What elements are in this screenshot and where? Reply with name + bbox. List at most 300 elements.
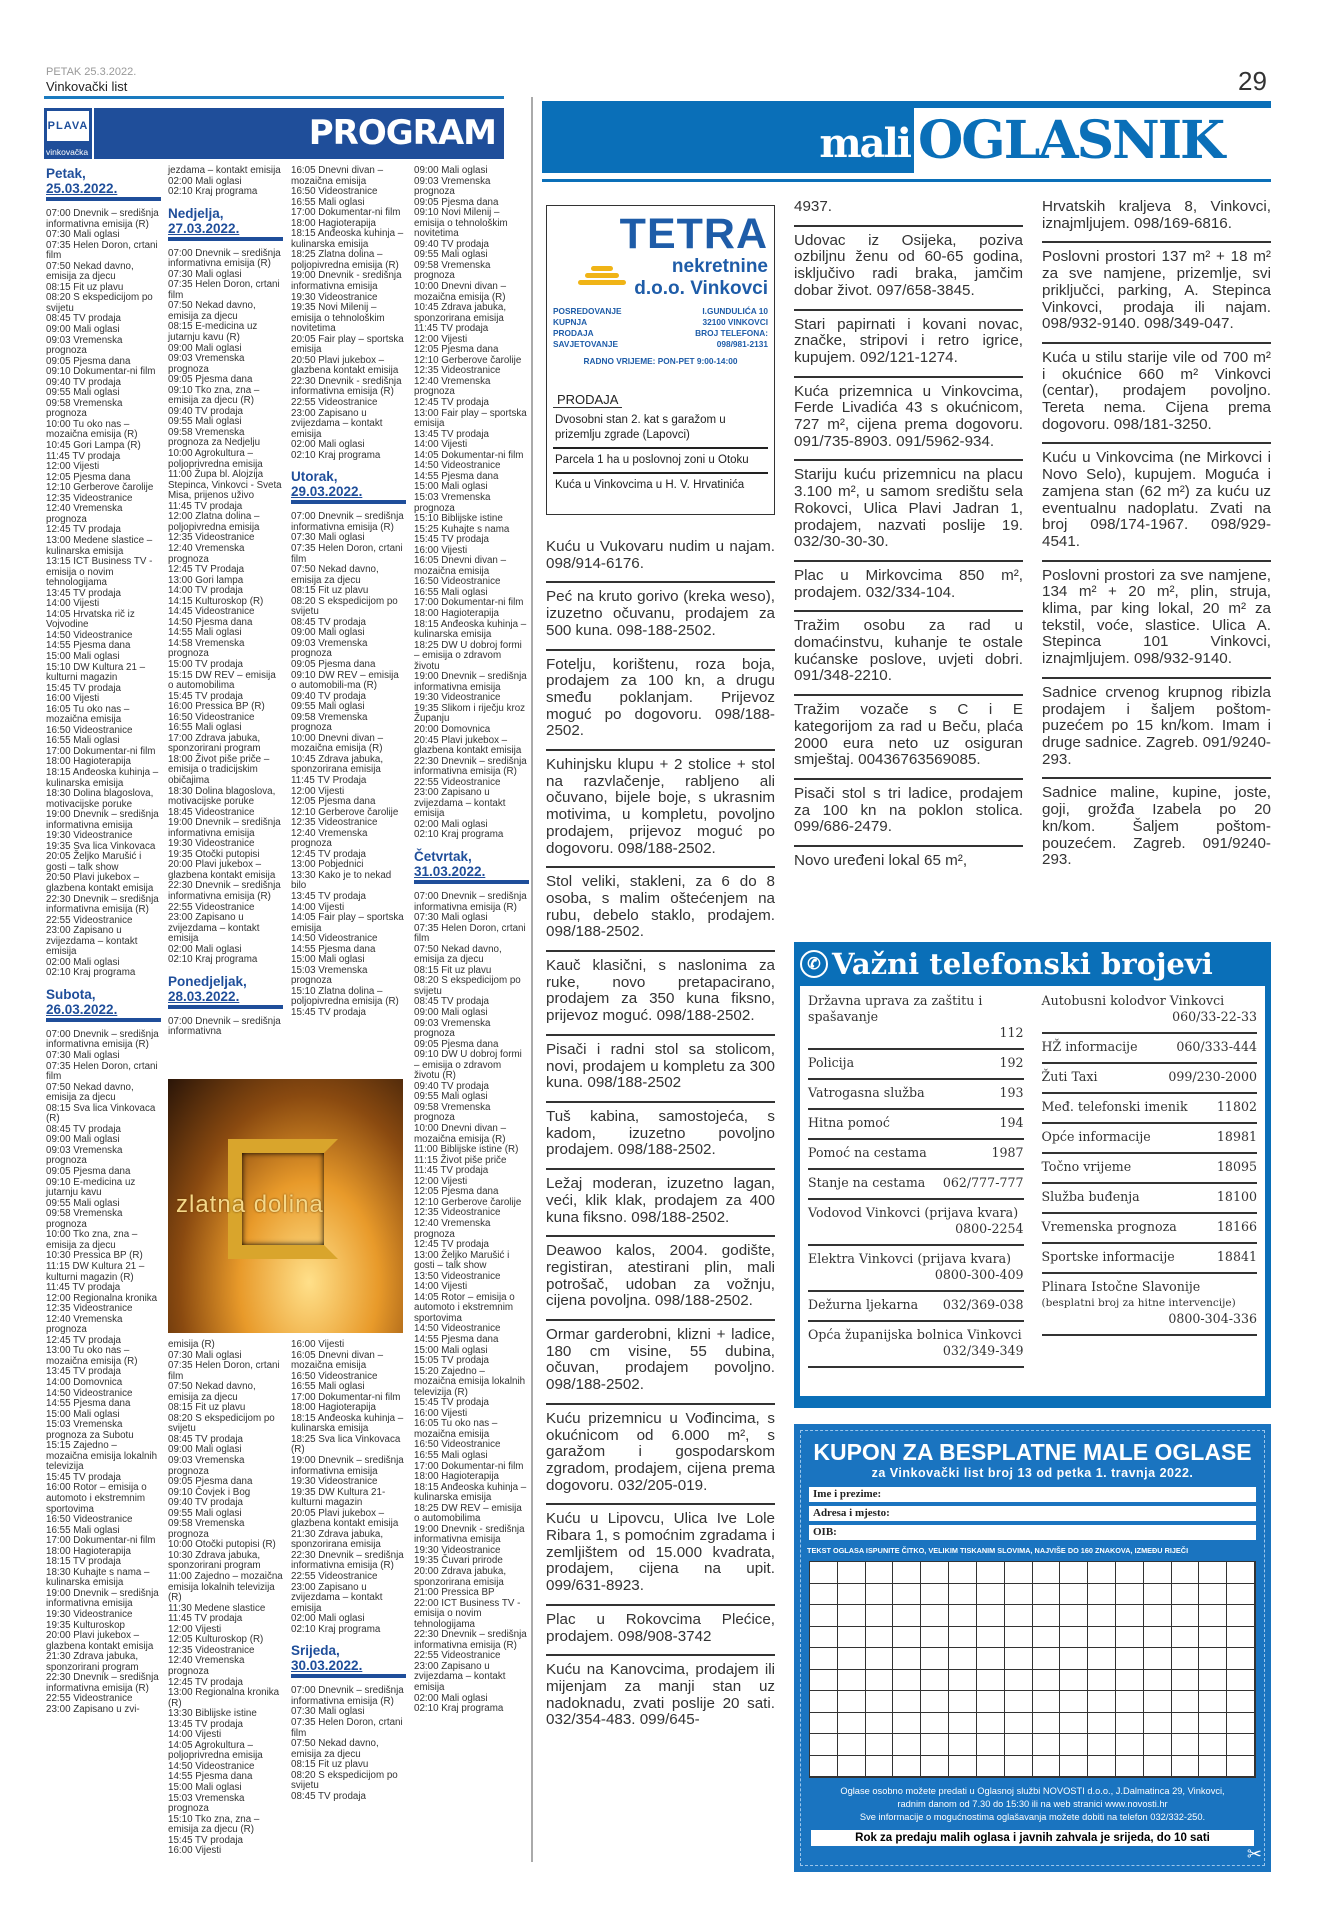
program-entry: 09:40 TV prodaja: [168, 405, 243, 417]
program-entry: 12:10 Gerberove čarolije: [414, 1196, 522, 1208]
character-cell[interactable]: [1144, 1691, 1172, 1713]
program-entry: 12:45 TV prodaja: [414, 397, 489, 409]
character-cell[interactable]: [977, 1584, 1005, 1606]
program-entry: 12:00 Vijesti: [46, 461, 100, 473]
program-entry: 09:10 E-medicina uz jutarnju kavu: [46, 1176, 136, 1199]
character-cell[interactable]: [1088, 1691, 1116, 1713]
character-cell[interactable]: [921, 1713, 949, 1735]
program-entry: 09:00 Mali oglasi: [168, 1444, 242, 1456]
program-entry: 16:50 Videostranice: [291, 186, 378, 198]
character-cell[interactable]: [866, 1648, 894, 1670]
character-cell[interactable]: [893, 1756, 921, 1778]
program-entry: 09:55 Mali oglasi: [291, 701, 365, 713]
character-cell[interactable]: [1116, 1562, 1144, 1584]
character-cell[interactable]: [1060, 1756, 1088, 1778]
character-cell[interactable]: [1088, 1734, 1116, 1756]
program-entry: 16:00 Vijesti: [414, 1407, 468, 1419]
character-cell[interactable]: [949, 1713, 977, 1735]
character-cell[interactable]: [866, 1713, 894, 1735]
program-entry: 10:00 Dnevni divan – mozaična emisija (R): [414, 1123, 507, 1145]
program-entry: 15:45 TV prodaja: [46, 682, 121, 694]
character-cell[interactable]: [838, 1562, 866, 1584]
classified-ad: Stari papirnati i kovani novac, značke, stripovi i retro igrice, kupujem. 092/121-1274.: [794, 311, 1023, 378]
phone-label: Vremenska prognoza: [1041, 1219, 1177, 1234]
character-cell[interactable]: [1172, 1562, 1200, 1584]
character-cell[interactable]: [949, 1734, 977, 1756]
character-cell[interactable]: [949, 1670, 977, 1692]
program-entry: 14:00 Vijesti: [46, 598, 100, 610]
program-entry: 15:25 Kuhajte s nama: [414, 523, 510, 535]
character-cell[interactable]: [1172, 1605, 1200, 1627]
character-cell[interactable]: [921, 1691, 949, 1713]
character-cell[interactable]: [1033, 1605, 1061, 1627]
character-cell[interactable]: [893, 1670, 921, 1692]
character-cell[interactable]: [1060, 1691, 1088, 1713]
character-cell[interactable]: [1088, 1584, 1116, 1606]
character-cell[interactable]: [949, 1648, 977, 1670]
character-cell[interactable]: [810, 1648, 838, 1670]
program-entry: 10:30 Pressica BP (R): [46, 1250, 143, 1262]
character-cell[interactable]: [1172, 1691, 1200, 1713]
character-cell[interactable]: [1060, 1584, 1088, 1606]
program-entry: 13:00 Željko Marušić i gosti – talk show: [414, 1249, 510, 1272]
program-entry: 16:55 Mali oglasi: [414, 1449, 488, 1461]
character-cell[interactable]: [1033, 1734, 1061, 1756]
character-cell[interactable]: [810, 1670, 838, 1692]
character-cell[interactable]: [838, 1734, 866, 1756]
character-cell[interactable]: [866, 1627, 894, 1649]
program-entry: 20:00 Zdrava jabuka, sponzorirana emisija: [414, 1566, 507, 1588]
phone-row: [1042, 1124, 1258, 1154]
program-entry: 18:25 Zlatna dolina – poljopivredna emisija (R): [291, 249, 399, 271]
program-entry: 09:03 Vremenska prognoza: [46, 1144, 123, 1167]
classified-ad: Pisači i radni stol sa stolicom, novi, prodajem u kompletu za 300 kuna. 098/188-2502: [546, 1036, 775, 1103]
character-cell[interactable]: [1060, 1734, 1088, 1756]
classified-ad: Kuća prizemnica u Vinkovcima, Ferde Livadića 43 s okućnicom, 727 m², cijena prema dogovoru. 091/735-8903. 091/5962-934.: [794, 378, 1023, 462]
character-cell[interactable]: [1227, 1713, 1255, 1735]
service: PRODAJA: [553, 328, 594, 338]
character-cell[interactable]: [810, 1627, 838, 1649]
character-cell[interactable]: [1227, 1627, 1255, 1649]
character-cell[interactable]: [977, 1756, 1005, 1778]
coupon-title: KUPON ZA BESPLATNE MALE OGLASE: [813, 1439, 1252, 1465]
phone-number: 192: [999, 1055, 1024, 1070]
character-cell[interactable]: [893, 1691, 921, 1713]
ad-text-grid[interactable]: [809, 1561, 1256, 1778]
program-entry: 18:15 Anđeoska kuhinja – kulinarska emisija: [291, 1412, 404, 1435]
program-entry: 12:40 Vremenska prognoza: [414, 375, 491, 398]
program-entry: 23:00 Zapisano u zvijezdama – kontakt emisija: [291, 1581, 383, 1614]
classified-ad: Pisači stol s tri ladice, prodajem za 100 kn na poklon stolica. 099/686-2479.: [794, 780, 1023, 847]
program-entry: 14:50 Videostranice: [46, 1387, 133, 1399]
classifieds-column: [794, 193, 1023, 879]
character-cell[interactable]: [1116, 1584, 1144, 1606]
oib-field[interactable]: OIB:: [809, 1525, 1256, 1540]
character-cell[interactable]: [921, 1562, 949, 1584]
character-cell[interactable]: [866, 1670, 894, 1692]
character-cell[interactable]: [838, 1584, 866, 1606]
character-cell[interactable]: [1005, 1756, 1033, 1778]
program-entry: 22:30 Dnevnik – središnja informativna emisija (R): [168, 880, 281, 902]
character-cell[interactable]: [1144, 1756, 1172, 1778]
program-entry: 17:00 Dokumentar-ni film: [291, 1391, 401, 1403]
classified-ad: Plac u Mirkovcima 850 m², prodajem. 032/334-104.: [794, 562, 1023, 612]
phone-row: [808, 1292, 1024, 1322]
character-cell[interactable]: [1172, 1627, 1200, 1649]
program-entry: 09:05 Pjesma dana: [168, 374, 253, 386]
character-cell[interactable]: [921, 1648, 949, 1670]
character-cell[interactable]: [1005, 1691, 1033, 1713]
character-cell[interactable]: [810, 1584, 838, 1606]
program-entry: 12:00 Vijesti: [291, 785, 345, 797]
character-cell[interactable]: [893, 1627, 921, 1649]
character-cell[interactable]: [1005, 1562, 1033, 1584]
program-entry: 09:03 Vremenska prognoza: [414, 175, 491, 198]
phone-number: 18981: [1216, 1129, 1257, 1144]
character-cell[interactable]: [1005, 1734, 1033, 1756]
program-entry: 11:15 Život piše priče: [414, 1154, 507, 1166]
character-cell[interactable]: [1060, 1627, 1088, 1649]
program-entry: 22:00 ICT Business TV - emisija o novim tehnologijama: [414, 1597, 521, 1630]
program-entry: 12:05 Pjesma dana: [46, 471, 131, 483]
character-cell[interactable]: [1088, 1713, 1116, 1735]
character-cell[interactable]: [1116, 1627, 1144, 1649]
character-cell[interactable]: [893, 1562, 921, 1584]
classified-ad: Kuću prizemnicu u Vođincima, s okućnicom od 6.000 m², s garažom i gospodarskom zgradom, prodajem, cijena prema dogovoru. 032/205-019.: [546, 1405, 775, 1506]
character-cell[interactable]: [1144, 1734, 1172, 1756]
program-entry: 09:40 TV prodaja: [168, 1497, 243, 1509]
tetra-hours: RADNO VRIJEME: PON-PET 9:00-14:00: [583, 356, 738, 366]
character-cell[interactable]: [1144, 1627, 1172, 1649]
program-entry: 12:45 TV Prodaja: [168, 564, 245, 576]
character-cell[interactable]: [810, 1562, 838, 1584]
character-cell[interactable]: [977, 1648, 1005, 1670]
character-cell[interactable]: [921, 1670, 949, 1692]
character-cell[interactable]: [949, 1756, 977, 1778]
phone-row: [808, 1140, 1024, 1170]
character-cell[interactable]: [1199, 1756, 1227, 1778]
character-cell[interactable]: [1033, 1627, 1061, 1649]
character-cell[interactable]: [893, 1584, 921, 1606]
phone-icon: ✆: [800, 950, 828, 978]
character-cell[interactable]: [1116, 1648, 1144, 1670]
character-cell[interactable]: [1116, 1713, 1144, 1735]
character-cell[interactable]: [1088, 1756, 1116, 1778]
character-cell[interactable]: [838, 1713, 866, 1735]
character-cell[interactable]: [921, 1734, 949, 1756]
program-entry: 09:05 Pjesma dana: [414, 196, 499, 208]
phone-label: Žuti Taxi: [1041, 1069, 1098, 1084]
program-entry: 09:05 Pjesma dana: [46, 1166, 131, 1178]
program-entry: 23:00 Zapisano u zvijezdama – kontakt emisija: [168, 912, 260, 945]
character-cell[interactable]: [810, 1756, 838, 1778]
character-cell[interactable]: [977, 1691, 1005, 1713]
character-cell[interactable]: [1033, 1756, 1061, 1778]
character-cell[interactable]: [949, 1691, 977, 1713]
program-entry: 20:05 Plavi jukebox – glazbena kontakt emisija: [291, 1507, 399, 1530]
program-entry: 16:00 Vijesti: [414, 544, 468, 556]
character-cell[interactable]: [893, 1648, 921, 1670]
program-entry: 13:45 TV prodaja: [46, 1366, 121, 1378]
character-cell[interactable]: [1227, 1670, 1255, 1692]
character-cell[interactable]: [838, 1691, 866, 1713]
program-entry: 08:45 TV prodaja: [291, 616, 366, 628]
program-entry: 07:35 Helen Doron, crtani film: [168, 279, 280, 301]
character-cell[interactable]: [1144, 1648, 1172, 1670]
program-entry: 12:45 TV prodaja: [291, 848, 366, 860]
character-cell[interactable]: [1199, 1734, 1227, 1756]
contact-line: I.GUNDULIĆA 10: [702, 306, 768, 316]
program-entry: 17:00 Zdrava jabuka, sponzorirani program: [168, 732, 261, 755]
program-entry: 19:30 Videostranice: [46, 830, 133, 842]
phones-column: [1042, 988, 1258, 1394]
character-cell[interactable]: [893, 1734, 921, 1756]
program-column: [414, 166, 529, 1715]
program-entry: 18:00 Hagioterapija: [414, 607, 499, 619]
character-cell[interactable]: [1005, 1670, 1033, 1692]
character-cell[interactable]: [838, 1756, 866, 1778]
program-entry: 12:10 Gerberove čarolije: [46, 482, 154, 494]
character-cell[interactable]: [1033, 1584, 1061, 1606]
character-cell[interactable]: [1227, 1562, 1255, 1584]
program-entry: 09:58 Vremenska prognoza: [46, 397, 123, 420]
free-ad-coupon: [794, 1424, 1271, 1872]
character-cell[interactable]: [949, 1562, 977, 1584]
character-cell[interactable]: [1199, 1627, 1227, 1649]
character-cell[interactable]: [1088, 1605, 1116, 1627]
character-cell[interactable]: [977, 1713, 1005, 1735]
phone-label: Međ. telefonski imenik: [1041, 1099, 1188, 1114]
program-entry: 07:50 Nekad davno, emisija za djecu: [168, 300, 256, 322]
program-entry: 15:10 Tko zna, zna – emisija za djecu (R): [168, 1813, 260, 1836]
character-cell[interactable]: [1199, 1584, 1227, 1606]
character-cell[interactable]: [949, 1584, 977, 1606]
character-cell[interactable]: [1088, 1670, 1116, 1692]
program-entry: 09:55 Mali oglasi: [46, 1197, 120, 1209]
program-entry: 07:35 Helen Doron, crtani film: [168, 1360, 280, 1382]
program-entry: 15:03 Vremenska prognoza za Subotu: [46, 1419, 134, 1441]
program-entry: 08:15 Fit uz plavu: [168, 1402, 246, 1414]
character-cell[interactable]: [866, 1691, 894, 1713]
character-cell[interactable]: [1172, 1713, 1200, 1735]
program-entry: 15:00 Mali oglasi: [414, 481, 488, 493]
phones-title: Važni telefonski brojevi: [832, 947, 1213, 981]
character-cell[interactable]: [1227, 1734, 1255, 1756]
phone-number: 18100: [1216, 1189, 1257, 1204]
character-cell[interactable]: [1033, 1562, 1061, 1584]
character-cell[interactable]: [1199, 1713, 1227, 1735]
character-cell[interactable]: [1199, 1562, 1227, 1584]
character-cell[interactable]: [1088, 1562, 1116, 1584]
character-cell[interactable]: [1033, 1713, 1061, 1735]
program-entry: 13:00 Regionalna kronika (R): [168, 1687, 280, 1709]
character-cell[interactable]: [866, 1756, 894, 1778]
program-entry: 18:30 Dolina blagoslova, motivacijske poruke: [46, 788, 154, 810]
program-entry: 18:15 TV prodaja: [46, 1556, 121, 1568]
character-cell[interactable]: [977, 1562, 1005, 1584]
program-entry: 19:35 Čuvari prirode: [414, 1555, 503, 1567]
program-column: [46, 166, 161, 1715]
program-entry: 19:00 Dnevnik – središnja informativna emisija: [46, 1587, 159, 1610]
program-entry: 12:35 Videostranice: [46, 1303, 133, 1315]
character-cell[interactable]: [810, 1691, 838, 1713]
program-entry: 09:10 DW U dobroj formi – emisija o zdravom životu (R): [414, 1049, 522, 1082]
character-cell[interactable]: [1116, 1756, 1144, 1778]
character-cell[interactable]: [1172, 1584, 1200, 1606]
character-cell[interactable]: [866, 1605, 894, 1627]
character-cell[interactable]: [810, 1734, 838, 1756]
character-cell[interactable]: [1116, 1691, 1144, 1713]
character-cell[interactable]: [1227, 1756, 1255, 1778]
program-entry: 02:10 Kraj programa: [414, 829, 504, 841]
character-cell[interactable]: [1005, 1584, 1033, 1606]
character-cell[interactable]: [1227, 1605, 1255, 1627]
program-entry: 14:05 Rotor – emisija o automoto i ekstremnim sportovima: [414, 1291, 515, 1324]
program-entry: 12:00 Vijesti: [414, 333, 468, 345]
phone-row: [808, 1110, 1024, 1140]
name-field[interactable]: Ime i prezime:: [809, 1487, 1256, 1502]
program-entry: 08:45 TV prodaja: [46, 313, 121, 325]
program-entry: 18:30 Dolina blagoslova, motivacijske poruke: [168, 785, 276, 808]
character-cell[interactable]: [1227, 1648, 1255, 1670]
character-cell[interactable]: [949, 1605, 977, 1627]
program-entry: 14:05 Hrvatska rič iz Vojvodine: [46, 608, 135, 631]
program-entry: 23:00 Zapisano u zvi-: [46, 1703, 140, 1715]
character-cell[interactable]: [977, 1605, 1005, 1627]
character-cell[interactable]: [1144, 1605, 1172, 1627]
character-cell[interactable]: [838, 1605, 866, 1627]
program-entry: 12:00 Vijesti: [414, 1175, 468, 1187]
phone-label: Sportske informacije: [1041, 1249, 1175, 1264]
character-cell[interactable]: [921, 1627, 949, 1649]
classified-ad: Sadnice crvenog krupnog ribizla prodajem i šaljem poštom-puzećem po 15 kn/kom. Imam i druge sadnice. Zagreb. 091/9240-293.: [1042, 679, 1271, 780]
program-entry: 16:05 Tu oko nas – mozaična emisija: [414, 1418, 498, 1440]
character-cell[interactable]: [1144, 1713, 1172, 1735]
character-cell[interactable]: [1199, 1670, 1227, 1692]
program-entry: 07:30 Mali oglasi: [168, 268, 242, 280]
character-cell[interactable]: [1199, 1605, 1227, 1627]
character-cell[interactable]: [838, 1670, 866, 1692]
character-cell[interactable]: [1005, 1627, 1033, 1649]
character-cell[interactable]: [1060, 1713, 1088, 1735]
program-entry: 22:55 Videostranice: [291, 397, 378, 409]
program-entry: 14:00 TV prodaja: [168, 585, 243, 597]
character-cell[interactable]: [1060, 1605, 1088, 1627]
character-cell[interactable]: [1088, 1627, 1116, 1649]
character-cell[interactable]: [949, 1627, 977, 1649]
character-cell[interactable]: [893, 1713, 921, 1735]
header-rule: [44, 96, 504, 99]
program-entry: 14:50 Videostranice: [291, 933, 378, 945]
character-cell[interactable]: [1033, 1691, 1061, 1713]
program-entry: 12:35 Videostranice: [168, 532, 255, 544]
program-entry: 14:00 Domovnica: [46, 1376, 123, 1388]
phone-row: [1042, 1244, 1258, 1274]
character-cell[interactable]: [977, 1670, 1005, 1692]
character-cell[interactable]: [1088, 1648, 1116, 1670]
character-cell[interactable]: [1227, 1584, 1255, 1606]
character-cell[interactable]: [1199, 1691, 1227, 1713]
character-cell[interactable]: [977, 1627, 1005, 1649]
character-cell[interactable]: [1144, 1670, 1172, 1692]
program-entry: 08:15 Fit uz plavu: [414, 964, 492, 976]
program-entry: 15:00 Mali oglasi: [46, 650, 120, 662]
character-cell[interactable]: [1144, 1562, 1172, 1584]
character-cell[interactable]: [838, 1648, 866, 1670]
character-cell[interactable]: [1172, 1734, 1200, 1756]
program-entry: 02:10 Kraj programa: [291, 1623, 381, 1635]
character-cell[interactable]: [1172, 1648, 1200, 1670]
character-cell[interactable]: [810, 1713, 838, 1735]
character-cell[interactable]: [1005, 1648, 1033, 1670]
character-cell[interactable]: [1116, 1605, 1144, 1627]
program-entry: 18:25 DW REV – emisija o automobilima: [414, 1502, 522, 1525]
program-entry: 08:45 TV prodaja: [168, 1433, 243, 1445]
program-entry: 09:03 Vremenska prognoza: [168, 1455, 245, 1477]
program-entry: 13:45 TV prodaja: [291, 891, 366, 902]
program-entry: 14:50 Videostranice: [414, 1323, 501, 1335]
character-cell[interactable]: [893, 1605, 921, 1627]
character-cell[interactable]: [1005, 1713, 1033, 1735]
program-entry: 11:00 Župa bl. Alojzija Stepinca, Vinkovci - Sveta Misa, prijenos uživo: [168, 469, 282, 502]
character-cell[interactable]: [1060, 1648, 1088, 1670]
character-cell[interactable]: [866, 1734, 894, 1756]
character-cell[interactable]: [866, 1562, 894, 1584]
program-entry: 21:30 Zdrava jabuka, sponzorirani program: [46, 1651, 139, 1673]
character-cell[interactable]: [810, 1605, 838, 1627]
character-cell[interactable]: [1033, 1648, 1061, 1670]
program-entry: jezdama – kontakt emisija: [168, 165, 281, 176]
day-name: Nedjelja,: [168, 205, 224, 221]
character-cell[interactable]: [1060, 1670, 1088, 1692]
program-entry: 18:15 Anđeoska kuhinja – kulinarska emisija: [414, 1481, 527, 1504]
program-entry: 16:50 Videostranice: [414, 576, 501, 588]
program-entry: 14:58 Vremenska prognoza: [168, 637, 245, 660]
character-cell[interactable]: [1144, 1584, 1172, 1606]
program-entry: 09:55 Mali oglasi: [414, 1091, 488, 1103]
phone-number: 060/33-22-33: [1172, 1009, 1257, 1024]
character-cell[interactable]: [921, 1584, 949, 1606]
program-entry: 09:55 Mali oglasi: [168, 1507, 242, 1519]
program-entry: 22:30 Dnevnik – središnja informativna emisija (R): [414, 755, 527, 778]
program-entry: 10:00 Dnevni divan – mozaična emisija (R): [414, 281, 507, 303]
character-cell[interactable]: [1199, 1648, 1227, 1670]
character-cell[interactable]: [1005, 1605, 1033, 1627]
program-column: [168, 166, 283, 1038]
program-entry: 17:00 Dokumentar-ni film: [291, 207, 401, 219]
program-entry: 15:03 Vremenska prognoza: [291, 964, 368, 987]
program-entry: 12:35 Videostranice: [46, 492, 133, 504]
character-cell[interactable]: [1172, 1670, 1200, 1692]
character-cell[interactable]: [921, 1605, 949, 1627]
character-cell[interactable]: [1116, 1670, 1144, 1692]
character-cell[interactable]: [1060, 1562, 1088, 1584]
coupon-subtitle: za Vinkovački list broj 13 od petka 1. travnja 2022.: [871, 1466, 1194, 1480]
character-cell[interactable]: [1172, 1756, 1200, 1778]
program-entry: 14:15 Kulturoskop (R): [168, 595, 264, 607]
character-cell[interactable]: [1033, 1670, 1061, 1692]
program-entry: 13:30 Kako je to nekad bilo: [291, 869, 392, 892]
phone-number: 193: [999, 1085, 1024, 1100]
character-cell[interactable]: [1227, 1691, 1255, 1713]
character-cell[interactable]: [977, 1734, 1005, 1756]
character-cell[interactable]: [921, 1756, 949, 1778]
character-cell[interactable]: [866, 1584, 894, 1606]
address-field[interactable]: Adresa i mjesto:: [809, 1506, 1256, 1521]
character-cell[interactable]: [838, 1627, 866, 1649]
character-cell[interactable]: [1116, 1734, 1144, 1756]
program-entry: 11:45 TV prodaja: [414, 323, 489, 335]
